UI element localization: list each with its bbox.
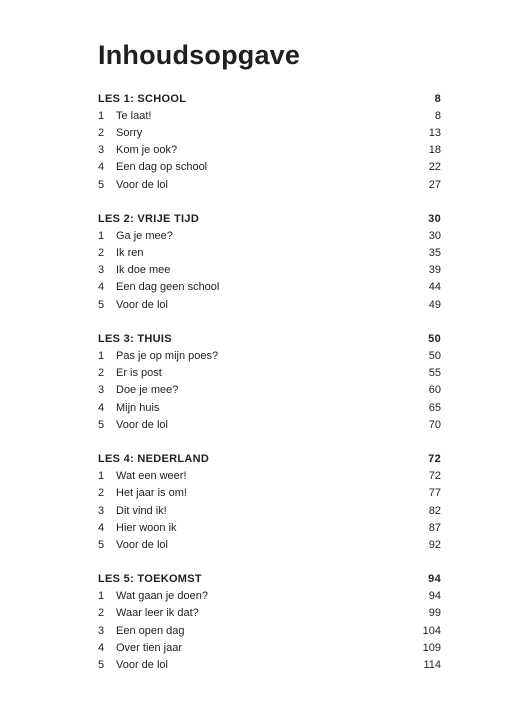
toc-entry[interactable] [98,142,441,159]
lesson-heading[interactable] [98,330,441,347]
lesson-page: 94 [428,573,441,586]
entry-page: 109 [422,641,441,654]
toc-entry[interactable] [98,519,441,536]
entry-number: 4 [98,161,105,174]
entry-page: 65 [428,401,441,414]
entry-number: 5 [98,538,105,551]
entry-page: 27 [428,178,441,191]
lesson-title: LES 3: THUIS [98,332,172,345]
entry-page: 82 [428,504,441,517]
entry-page: 87 [428,521,441,534]
entry-page: 13 [428,126,441,139]
entry-title: Ik ren [116,247,144,260]
entry-number: 3 [98,624,105,637]
entry-number: 3 [98,504,105,517]
entry-title: Een open dag [116,624,185,637]
lesson-heading[interactable] [98,571,441,588]
entry-title: Een dag geen school [116,281,220,294]
toc-entry[interactable] [98,416,441,433]
entry-title: Pas je op mijn poes? [116,350,219,363]
entry-title: Waar leer ik dat? [116,607,199,620]
toc-entry[interactable] [98,365,441,382]
entry-title: Dit vind ik! [116,504,167,517]
entry-number: 1 [98,109,105,122]
entry-page: 49 [428,298,441,311]
toc-entry[interactable] [98,639,441,656]
entry-title: Hier woon ik [116,521,177,534]
entry-page: 60 [428,384,441,397]
toc-entry[interactable] [98,279,441,296]
entry-number: 1 [98,229,105,242]
entry-number: 2 [98,487,105,500]
lesson-title: LES 5: TOEKOMST [98,573,202,586]
entry-title: Ga je mee? [116,229,173,242]
entry-page: 18 [428,144,441,157]
entry-page: 92 [428,538,441,551]
entry-page: 72 [428,470,441,483]
entry-title: Kom je ook? [116,144,178,157]
entry-title: Er is post [116,367,162,380]
entry-page: 99 [428,607,441,620]
toc-entry[interactable] [98,262,441,279]
entry-page: 39 [428,264,441,277]
toc-entry[interactable] [98,107,441,124]
entry-number: 3 [98,144,105,157]
entry-title: Voor de lol [116,418,168,431]
entry-number: 3 [98,384,105,397]
entry-number: 5 [98,178,105,191]
entry-page: 77 [428,487,441,500]
entry-number: 2 [98,367,105,380]
lesson-section [98,571,441,674]
lesson-section [98,450,441,553]
lesson-section [98,210,441,313]
entry-title: Te laat! [116,109,152,122]
entry-title: Sorry [116,126,143,139]
entry-page: 55 [428,367,441,380]
entry-number: 1 [98,590,105,603]
entry-title: Wat een weer! [116,470,187,483]
entry-title: Doe je mee? [116,384,179,397]
toc-entry[interactable] [98,176,441,193]
lesson-title: LES 1: SCHOOL [98,92,187,105]
toc-entry[interactable] [98,382,441,399]
lesson-page: 8 [434,92,441,105]
toc-entry[interactable] [98,588,441,605]
toc-entry[interactable] [98,159,441,176]
lesson-page: 72 [428,452,441,465]
entry-number: 4 [98,401,105,414]
entry-page: 50 [428,350,441,363]
entry-page: 30 [428,229,441,242]
entry-title: Mijn huis [116,401,160,414]
entry-page: 22 [428,161,441,174]
entry-number: 5 [98,298,105,311]
table-of-contents [98,90,441,691]
entry-number: 2 [98,126,105,139]
entry-title: Een dag op school [116,161,208,174]
toc-entry[interactable] [98,536,441,553]
toc-entry[interactable] [98,245,441,262]
toc-entry[interactable] [98,296,441,313]
lesson-heading[interactable] [98,210,441,227]
entry-number: 2 [98,607,105,620]
entry-title: Voor de lol [116,298,168,311]
entry-title: Voor de lol [116,538,168,551]
toc-entry[interactable] [98,227,441,244]
entry-number: 2 [98,247,105,260]
entry-title: Ik doe mee [116,264,171,277]
entry-number: 4 [98,641,105,654]
entry-page: 114 [423,659,441,672]
entry-title: Voor de lol [116,659,168,672]
entry-page: 70 [428,418,441,431]
entry-title: Voor de lol [116,178,168,191]
lesson-page: 30 [428,212,441,225]
lesson-section [98,90,441,193]
lesson-section [98,330,441,433]
entry-title: Wat gaan je doen? [116,590,208,603]
entry-number: 4 [98,281,105,294]
toc-entry[interactable] [98,605,441,622]
lesson-title: LES 4: NEDERLAND [98,452,210,465]
entry-page: 35 [428,247,441,260]
toc-entry[interactable] [98,399,441,416]
toc-entry[interactable] [98,124,441,141]
lesson-heading[interactable] [98,90,441,107]
toc-entry[interactable] [98,468,441,485]
lesson-heading[interactable] [98,450,441,467]
toc-entry[interactable] [98,656,441,673]
toc-entry[interactable] [98,502,441,519]
entry-title: Over tien jaar [116,641,183,654]
entry-page: 104 [422,624,441,637]
entry-page: 44 [428,281,441,294]
entry-number: 5 [98,659,105,672]
toc-entry[interactable] [98,622,441,639]
entry-number: 1 [98,350,105,363]
entry-number: 5 [98,418,105,431]
entry-number: 1 [98,470,105,483]
entry-title: Het jaar is om! [116,487,187,500]
entry-number: 4 [98,521,105,534]
entry-number: 3 [98,264,105,277]
toc-entry[interactable] [98,485,441,502]
lesson-page: 50 [428,332,441,345]
toc-entry[interactable] [98,347,441,364]
entry-page: 8 [434,109,441,122]
entry-page: 94 [428,590,441,603]
lesson-title: LES 2: VRIJE TIJD [98,212,200,225]
page-title: Inhoudsopgave [98,40,301,70]
